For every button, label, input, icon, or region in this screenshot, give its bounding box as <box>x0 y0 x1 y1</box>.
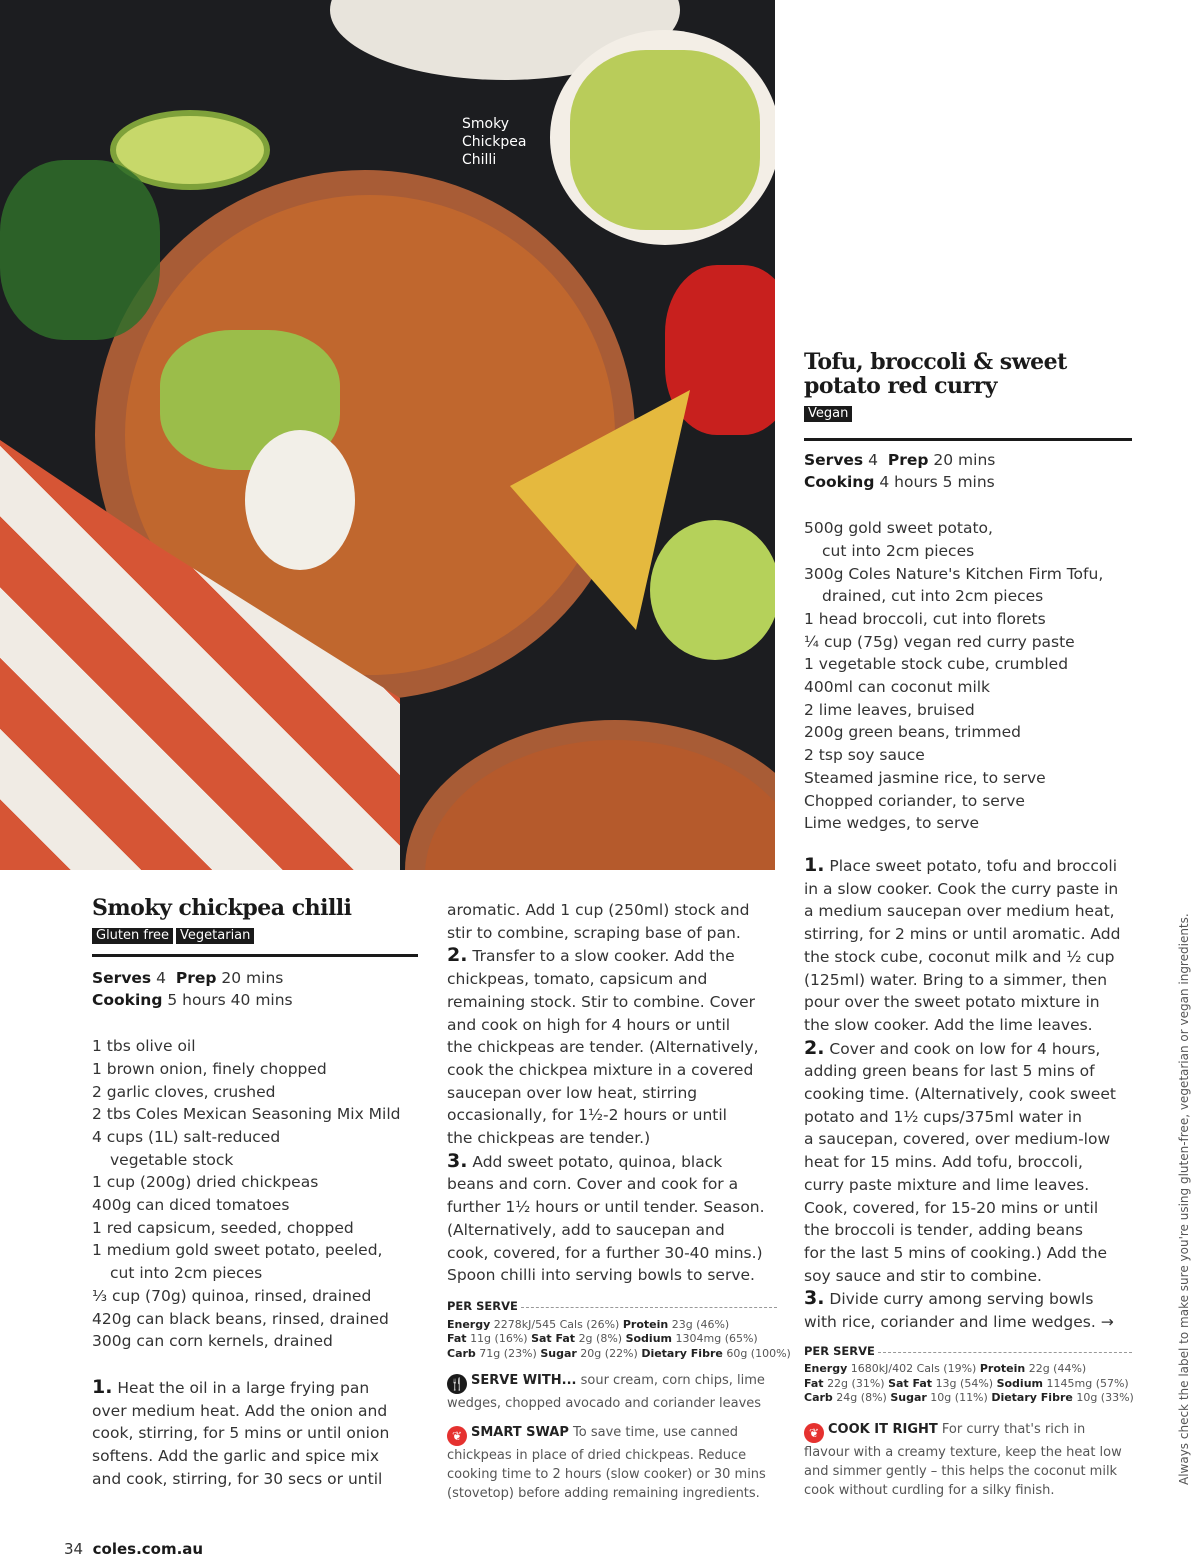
ingredient-item: 4 cups (1L) salt-reduced <box>92 1127 281 1146</box>
nutrient-label: Carb <box>447 1346 476 1360</box>
step-number: 3. <box>804 1287 825 1310</box>
nutrient-label: Fat <box>447 1332 467 1346</box>
text-line: cook, stirring, for 5 mins or until onion <box>92 1424 390 1443</box>
nutrient-label: Sat Fat <box>888 1376 933 1390</box>
diet-tag: Vegan <box>804 406 852 422</box>
nutrient-value: 22g (44%) <box>1028 1362 1087 1376</box>
recipe-curry-method <box>804 854 1132 1500</box>
nutrient-label: Protein <box>622 1317 669 1331</box>
nutrient-value: 20g (22%) <box>580 1346 638 1360</box>
text-line: with rice, coriander and lime wedges. → <box>804 1313 1114 1332</box>
ingredient-item: ⅓ cup (70g) quinoa, rinsed, drained <box>92 1286 372 1305</box>
nutrient-label: Carb <box>804 1391 833 1405</box>
method-step-line <box>804 1287 1132 1311</box>
nutrient-label: Fat <box>804 1376 824 1390</box>
nutrition-row <box>447 1318 777 1333</box>
ingredient-list <box>92 1035 418 1353</box>
text-line: the slow cooker. Add the lime leaves. <box>804 1015 1093 1034</box>
nutrient-value: 10g (33%) <box>1076 1391 1134 1405</box>
text-line: potato and 1½ cups/375ml water in <box>804 1107 1082 1126</box>
nutrition-row <box>804 1362 1132 1377</box>
ingredient-item: 2 lime leaves, bruised <box>804 700 975 719</box>
text-line: aromatic. Add 1 cup (250ml) stock and <box>447 901 750 919</box>
page-number: 34 <box>64 1540 84 1558</box>
ingredient-item: cut into 2cm pieces <box>822 541 975 560</box>
text-line: curry paste mixture and lime leaves. <box>804 1175 1090 1194</box>
text-line: and cook, stirring, for 30 secs or until <box>92 1469 383 1488</box>
nutrition-row <box>804 1377 1132 1392</box>
text-line: and cook on high for 4 hours or until <box>447 1015 731 1034</box>
nutrient-value: 1304mg (65%) <box>675 1332 758 1346</box>
text-line: a saucepan, covered, over medium-low <box>804 1130 1111 1149</box>
text-line: the broccoli is tender, adding beans <box>804 1221 1083 1240</box>
step-number: 1. <box>804 854 825 876</box>
ingredient-item: Steamed jasmine rice, to serve <box>804 768 1046 787</box>
nutrient-label: Energy <box>447 1317 491 1331</box>
cook-it-right-tip: ❦ COOK IT RIGHT For curry that's rich in flavour with a creamy texture, keep the heat low and simmer gently – this helps the coconut milk cook without curdling for a silky finish. <box>804 1421 1122 1498</box>
nutrition-row <box>447 1346 791 1362</box>
nutrient-value: 1680kJ/402 Cals (19%) <box>850 1362 977 1376</box>
text-line: occasionally, for 1½-2 hours or until <box>447 1106 727 1125</box>
text-line: (Alternatively, add to saucepan and <box>447 1220 725 1239</box>
recipe-title: Tofu, broccoli & sweet potato red curry <box>804 349 1067 399</box>
text-line: Add sweet potato, quinoa, black <box>472 1152 723 1171</box>
smart-swap-tip: ❦ SMART SWAP To save time, use canned chickpeas in place of dried chickpeas. Reduce cooking time to 2 hours (slow cooker) or 30 mins (stovetop) before adding remaining ingredients. <box>447 1425 766 1502</box>
ingredient-item: 2 garlic cloves, crushed <box>92 1082 276 1101</box>
per-serve-label: PER SERVE <box>804 1343 875 1358</box>
text-line: soy sauce and stir to combine. <box>804 1266 1042 1285</box>
nutrient-value: 60g (100%) <box>726 1346 791 1360</box>
ingredient-item: 1 red capsicum, seeded, chopped <box>92 1218 354 1237</box>
leaf-icon: ❦ <box>447 1426 467 1446</box>
text-line: the stock cube, coconut milk and ½ cup <box>804 947 1115 966</box>
ingredient-item: 1 cup (200g) dried chickpeas <box>92 1173 319 1192</box>
text-line: Place sweet potato, tofu and broccoli <box>829 857 1118 875</box>
hero-photo <box>0 0 775 870</box>
divider <box>92 954 418 957</box>
nutrient-value: 2278kJ/545 Cals (26%) <box>493 1317 620 1331</box>
ingredient-item: 2 tsp soy sauce <box>804 746 925 765</box>
recipe-chilli-header <box>92 896 418 1490</box>
text-line: stirring, for 2 mins or until aromatic. Add <box>804 925 1121 944</box>
ingredient-item: 420g can black beans, rinsed, drained <box>92 1309 389 1328</box>
recipe-curry-header <box>804 350 1132 835</box>
text-line: stir to combine, scraping base of pan. <box>447 923 741 942</box>
text-line: Spoon chilli into serving bowls to serve. <box>447 1266 755 1285</box>
text-line: Divide curry among serving bowls <box>829 1290 1094 1309</box>
ingredient-item: drained, cut into 2cm pieces <box>822 587 1044 606</box>
nutrient-label: Sodium <box>996 1376 1043 1390</box>
text-line: the chickpeas are tender.) <box>447 1129 651 1148</box>
text-line: chickpeas, tomato, capsicum and <box>447 970 708 989</box>
diet-tag: Gluten free <box>92 928 173 944</box>
text-line: adding green beans for last 5 mins of <box>804 1062 1095 1081</box>
method-step-line <box>447 1150 777 1174</box>
nutrition-panel <box>447 1295 791 1361</box>
text-line: Transfer to a slow cooker. Add the <box>472 947 735 966</box>
method-step-1 <box>92 1376 418 1491</box>
text-line: heat for 15 mins. Add tofu, broccoli, <box>804 1153 1083 1172</box>
recipe-chilli-method <box>447 899 791 1503</box>
ingredient-item: 300g Coles Nature's Kitchen Firm Tofu, <box>804 564 1104 583</box>
ingredient-item: 1 vegetable stock cube, crumbled <box>804 655 1069 674</box>
text-line: the chickpeas are tender. (Alternatively, <box>447 1038 759 1057</box>
side-note: Always check the label to make sure you're using gluten-free, vegetarian or vegan ingredients. <box>1177 913 1191 1485</box>
step-number: 2. <box>804 1036 825 1059</box>
dashed-rule <box>878 1352 1132 1353</box>
step-number: 1. <box>92 1375 113 1398</box>
ingredient-item: 1 brown onion, finely chopped <box>92 1059 327 1078</box>
text-line: for the last 5 mins of cooking.) Add the <box>804 1243 1108 1262</box>
text-line: softens. Add the garlic and spice mix <box>92 1447 380 1466</box>
ingredient-item: 1 medium gold sweet potato, peeled, <box>92 1241 383 1260</box>
ingredient-list <box>804 517 1132 835</box>
step-number: 2. <box>447 944 468 967</box>
nutrient-label: Sugar <box>890 1391 927 1405</box>
text-line: a medium saucepan over medium heat, <box>804 902 1115 921</box>
ingredient-item: 2 tbs Coles Mexican Seasoning Mix Mild <box>92 1105 401 1124</box>
nutrient-value: 1145mg (57%) <box>1046 1376 1129 1390</box>
text-line: beans and corn. Cover and cook for a <box>447 1175 739 1194</box>
method-step-line <box>92 1376 418 1400</box>
nutrient-value: 23g (46%) <box>671 1317 730 1331</box>
recipe-meta: Serves 4 Prep 20 mins Cooking 4 hours 5 mins <box>804 450 996 492</box>
serve-with-tip: 🍴 SERVE WITH... sour cream, corn chips, lime wedges, chopped avocado and coriander leaves <box>447 1373 765 1412</box>
nutrient-label: Protein <box>979 1362 1026 1376</box>
method-step-line <box>447 944 777 968</box>
ingredient-item: Chopped coriander, to serve <box>804 791 1025 810</box>
text-line: over medium heat. Add the onion and <box>92 1401 388 1420</box>
nutrient-label: Dietary Fibre <box>991 1391 1073 1405</box>
divider <box>804 438 1132 441</box>
nutrient-value: 2g (8%) <box>578 1332 623 1346</box>
text-line: Cook, covered, for 15-20 mins or until <box>804 1198 1099 1217</box>
text-line: cooking time. (Alternatively, cook sweet <box>804 1085 1116 1104</box>
ingredient-item: 1 tbs olive oil <box>92 1037 196 1056</box>
nutrient-label: Energy <box>804 1362 848 1376</box>
photo-caption: Smoky Chickpea Chilli <box>462 116 527 168</box>
dashed-rule <box>521 1307 777 1308</box>
text-line: further 1½ hours or until tender. Season. <box>447 1198 765 1217</box>
text-line: cook the chickpea mixture in a covered <box>447 1060 754 1079</box>
ingredient-item: 500g gold sweet potato, <box>804 519 993 538</box>
ingredient-item: Lime wedges, to serve <box>804 814 980 833</box>
text-line: Cover and cook on low for 4 hours, <box>829 1039 1101 1058</box>
text-line: (125ml) water. Bring to a simmer, then <box>804 970 1108 989</box>
nutrient-value: 71g (23%) <box>479 1346 537 1360</box>
ingredient-item: ¼ cup (75g) vegan red curry paste <box>804 632 1075 651</box>
nutrient-value: 24g (8%) <box>836 1391 887 1405</box>
ingredient-item: cut into 2cm pieces <box>110 1264 263 1283</box>
cutlery-icon: 🍴 <box>447 1374 467 1394</box>
text-line: saucepan over low heat, stirring <box>447 1083 698 1102</box>
site-link[interactable]: coles.com.au <box>92 1540 204 1558</box>
nutrient-label: Dietary Fibre <box>641 1346 723 1360</box>
text-line: pour over the sweet potato mixture in <box>804 993 1100 1012</box>
text-line: in a slow cooker. Cook the curry paste in <box>804 879 1119 898</box>
text-line: cook, covered, for a further 30-40 mins.) <box>447 1243 763 1262</box>
nutrient-label: Sodium <box>625 1332 672 1346</box>
ingredient-item: 1 head broccoli, cut into florets <box>804 609 1046 628</box>
ingredient-item: 200g green beans, trimmed <box>804 723 1021 742</box>
method-step-line <box>804 854 1132 878</box>
ingredient-item: vegetable stock <box>110 1150 234 1169</box>
nutrient-value: 10g (11%) <box>930 1391 988 1405</box>
text-line: Heat the oil in a large frying pan <box>117 1378 370 1397</box>
nutrient-label: Sugar <box>540 1346 577 1360</box>
method-step-line <box>804 1037 1132 1061</box>
step-number: 3. <box>447 1149 468 1172</box>
per-serve-label: PER SERVE <box>447 1298 518 1313</box>
text-line: remaining stock. Stir to combine. Cover <box>447 992 756 1011</box>
recipe-meta: Serves 4 Prep 20 mins Cooking 5 hours 40 mins <box>92 968 293 1010</box>
page-footer <box>64 1540 203 1558</box>
nutrient-label: Sat Fat <box>531 1332 576 1346</box>
ingredient-item: 400g can diced tomatoes <box>92 1196 290 1215</box>
nutrition-row <box>447 1332 777 1347</box>
nutrient-value: 13g (54%) <box>935 1376 994 1390</box>
ingredient-item: 400ml can coconut milk <box>804 678 991 697</box>
nutrition-row <box>804 1391 1132 1406</box>
nutrient-value: 11g (16%) <box>470 1332 528 1346</box>
leaf-icon: ❦ <box>804 1423 824 1443</box>
nutrient-value: 22g (31%) <box>827 1376 885 1390</box>
nutrition-panel <box>804 1340 1132 1406</box>
diet-tag: Vegetarian <box>176 928 254 944</box>
ingredient-item: 300g can corn kernels, drained <box>92 1332 333 1351</box>
recipe-title: Smoky chickpea chilli <box>92 895 352 921</box>
